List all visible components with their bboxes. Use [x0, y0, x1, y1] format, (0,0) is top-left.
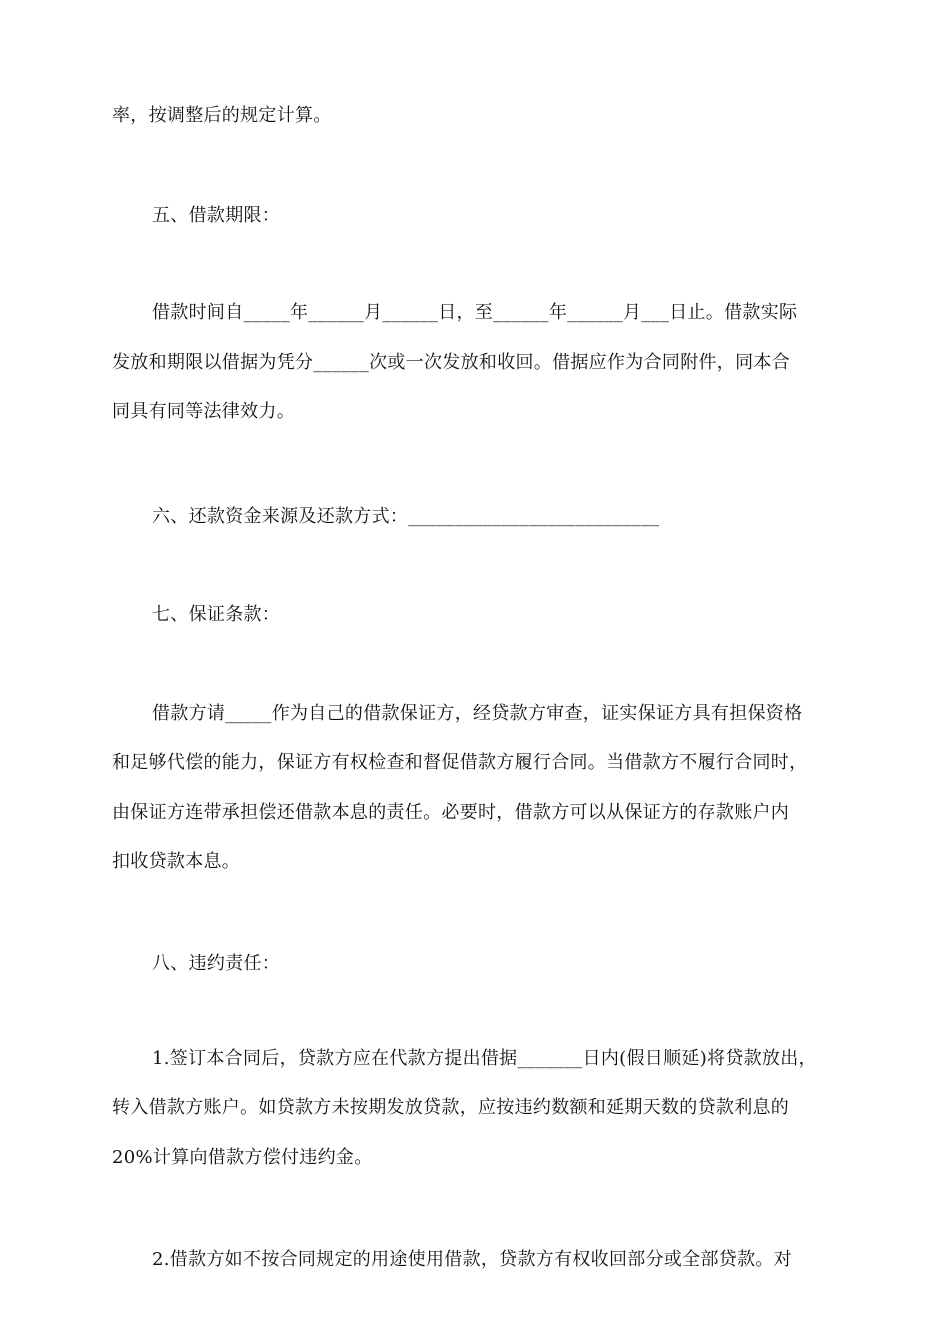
paragraph-line: 借款时间自_____年______月______日，至______年______月___日止。借款实际 — [152, 302, 798, 323]
paragraph-line: 率，按调整后的规定计算。 — [112, 105, 332, 126]
paragraph-line: 借款方请_____作为自己的借款保证方，经贷款方审查，证实保证方具有担保资格 — [152, 703, 803, 724]
section-heading-breach: 八、违约责任： — [152, 953, 281, 974]
paragraph-line: 转入借款方账户。如贷款方未按期发放贷款，应按违约数额和延期天数的贷款利息的 — [112, 1097, 790, 1118]
paragraph-line: 发放和期限以借据为凭分______次或一次发放和收回。借据应作为合同附件，同本合 — [112, 352, 790, 373]
paragraph-line: 由保证方连带承担偿还借款本息的责任。必要时，借款方可以从保证方的存款账户内 — [112, 802, 790, 823]
paragraph-line: 和足够代偿的能力，保证方有权检查和督促借款方履行合同。当借款方不履行合同时， — [112, 752, 808, 773]
paragraph-line: 2.借款方如不按合同规定的用途使用借款，贷款方有权收回部分或全部贷款。对 — [152, 1249, 792, 1270]
section-heading-guarantee: 七、保证条款： — [152, 604, 281, 625]
paragraph-line: 1.签订本合同后，贷款方应在代款方提出借据_______日内(假日顺延)将贷款放出， — [152, 1048, 817, 1069]
paragraph-line: 扣收贷款本息。 — [112, 851, 241, 872]
section-heading-loan-term: 五、借款期限： — [152, 205, 281, 226]
paragraph-line: 20%计算向借款方偿付违约金。 — [112, 1147, 373, 1168]
paragraph-line: 同具有同等法律效力。 — [112, 401, 295, 422]
section-heading-repayment: 六、还款资金来源及还款方式：___________________________ — [152, 506, 660, 527]
